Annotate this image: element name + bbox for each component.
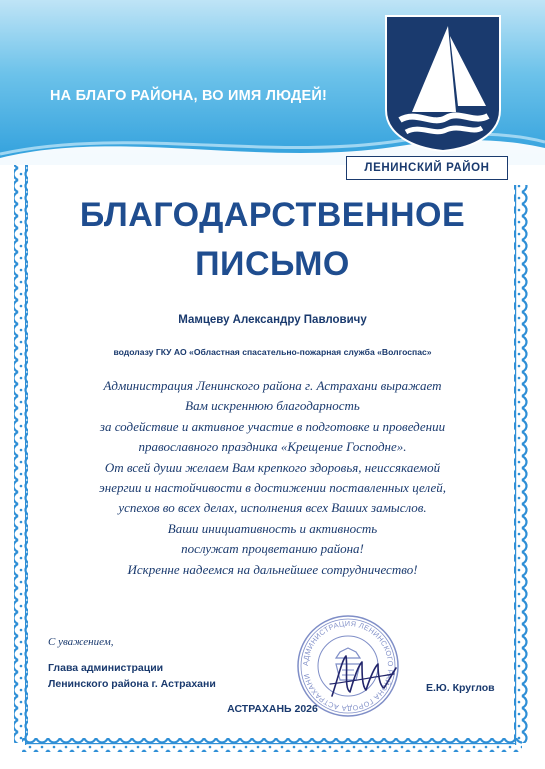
body-line: От всей души желаем Вам крепкого здоровья, неиссякаемой — [104, 459, 441, 475]
body-line: Искренне надеемся на дальнейшее сотрудничество! — [127, 561, 418, 577]
body-line: за содействие и активное участие в подготовке и проведении — [99, 418, 446, 434]
body-line: православного праздника «Крещение Господне». — [138, 439, 407, 455]
header-slogan: НА БЛАГО РАЙОНА, ВО ИМЯ ЛЮДЕЙ! — [50, 88, 327, 104]
body-line: Ваши инициативность и активность — [167, 520, 378, 536]
closing-regards: С уважением, — [48, 636, 114, 648]
recipient-name: Мамцеву Александру Павловичу — [178, 314, 367, 326]
handwritten-signature-icon — [328, 648, 398, 702]
letter-body — [40, 376, 505, 580]
recipient-position: водолазу ГКУ АО «Областная спасательно-пожарная служба «Волгоспас» — [113, 347, 432, 357]
letter-title-line-2: ПИСЬМО — [195, 245, 350, 283]
stamp-ring-text: АДМИНИСТРАЦИЯ ЛЕНИНСКОГО РАЙОНА ГОРОДА АСТРАХАНИ — [300, 618, 396, 714]
body-line: Вам искреннюю благодарность — [185, 398, 360, 414]
body-line: успехов во всех делах, исполнения всех Ваших замыслов. — [118, 500, 427, 516]
body-line: Администрация Ленинского района г. Астрахани выражает — [103, 378, 442, 393]
signatory-name: Е.Ю. Круглов — [426, 682, 495, 694]
district-label-plate: ЛЕНИНСКИЙ РАЙОН — [346, 156, 508, 180]
body-line: энергии и настойчивости в достижении поставленных целей, — [99, 480, 446, 496]
signatory-title — [48, 660, 216, 692]
letter-title-line-1: БЛАГОДАРСТВЕННОЕ — [79, 196, 466, 234]
body-line: послужат процветанию района! — [181, 541, 364, 557]
city-year: АСТРАХАНЬ 2026 — [227, 703, 318, 715]
signatory-title-line-2: Ленинского района г. Астрахани — [48, 678, 216, 690]
signatory-title-line-1: Глава администрации — [48, 662, 164, 674]
